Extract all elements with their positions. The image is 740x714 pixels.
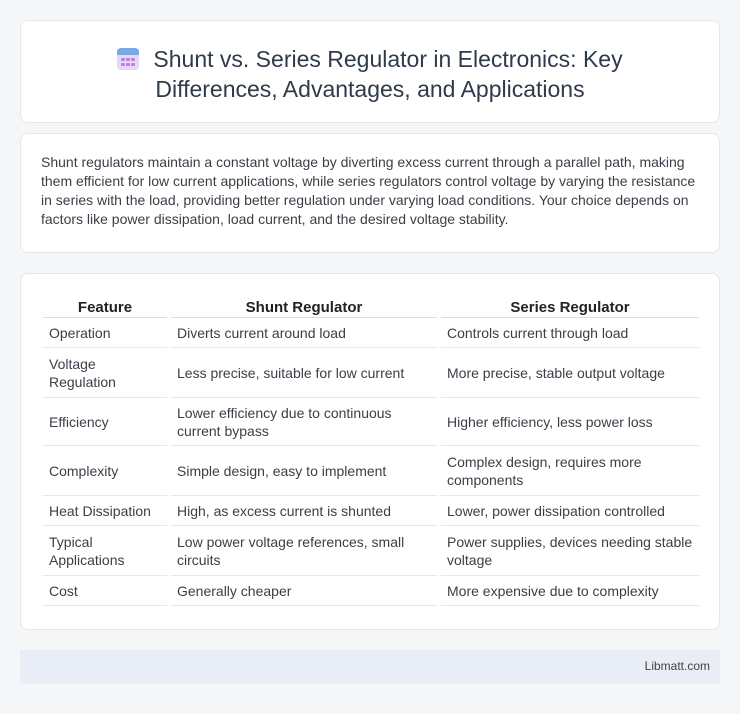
table-row: [43, 398, 699, 446]
header-shunt: Shunt Regulator: [171, 296, 437, 318]
feature-cell: Efficiency: [43, 398, 167, 446]
series-cell: Higher efficiency, less power loss: [441, 398, 699, 446]
intro-card: [20, 133, 720, 253]
comparison-card: [20, 273, 720, 630]
table-row: [43, 446, 699, 496]
header-card: [20, 20, 720, 123]
title-line-1: Shunt vs. Series Regulator in Electronics: Key: [153, 46, 623, 72]
shunt-cell: Low power voltage references, small circuits: [171, 526, 437, 576]
series-cell: Lower, power dissipation controlled: [441, 496, 699, 526]
feature-cell: Heat Dissipation: [43, 496, 167, 526]
title-line-2: Differences, Advantages, and Applications: [155, 76, 585, 102]
shunt-cell: High, as excess current is shunted: [171, 496, 437, 526]
feature-cell: Complexity: [43, 446, 167, 496]
feature-cell: Cost: [43, 576, 167, 606]
feature-cell: Operation: [43, 318, 167, 348]
table-row: [43, 576, 699, 606]
series-cell: Controls current through load: [441, 318, 699, 348]
series-cell: Power supplies, devices needing stable voltage: [441, 526, 699, 576]
footer-brand-link[interactable]: Libmatt.com: [644, 659, 710, 673]
table-header-row: [43, 296, 699, 318]
shunt-cell: Lower efficiency due to continuous current bypass: [171, 398, 437, 446]
feature-cell: Voltage Regulation: [43, 348, 167, 398]
comparison-table: [43, 296, 699, 606]
page-title: [21, 44, 719, 104]
intro-paragraph: Shunt regulators maintain a constant voltage by diverting excess current through a parallel path, making them efficient for low current applications, while series regulators control voltage by varying the resistance in series with the load, providing better regulation under varying load conditions. Your choice depends on factors like power dissipation, load current, and the desired voltage stability.: [41, 154, 696, 227]
shunt-cell: Generally cheaper: [171, 576, 437, 606]
shunt-cell: Simple design, easy to implement: [171, 446, 437, 496]
header-series: Series Regulator: [441, 296, 699, 318]
feature-cell: Typical Applications: [43, 526, 167, 576]
series-cell: Complex design, requires more components: [441, 446, 699, 496]
shunt-cell: Less precise, suitable for low current: [171, 348, 437, 398]
table-row: [43, 496, 699, 526]
table-row: [43, 348, 699, 398]
shunt-cell: Diverts current around load: [171, 318, 437, 348]
series-cell: More expensive due to complexity: [441, 576, 699, 606]
calendar-icon: [117, 48, 139, 70]
table-row: [43, 318, 699, 348]
header-feature: Feature: [43, 296, 167, 318]
table-row: [43, 526, 699, 576]
footer-bar: [20, 650, 720, 684]
series-cell: More precise, stable output voltage: [441, 348, 699, 398]
